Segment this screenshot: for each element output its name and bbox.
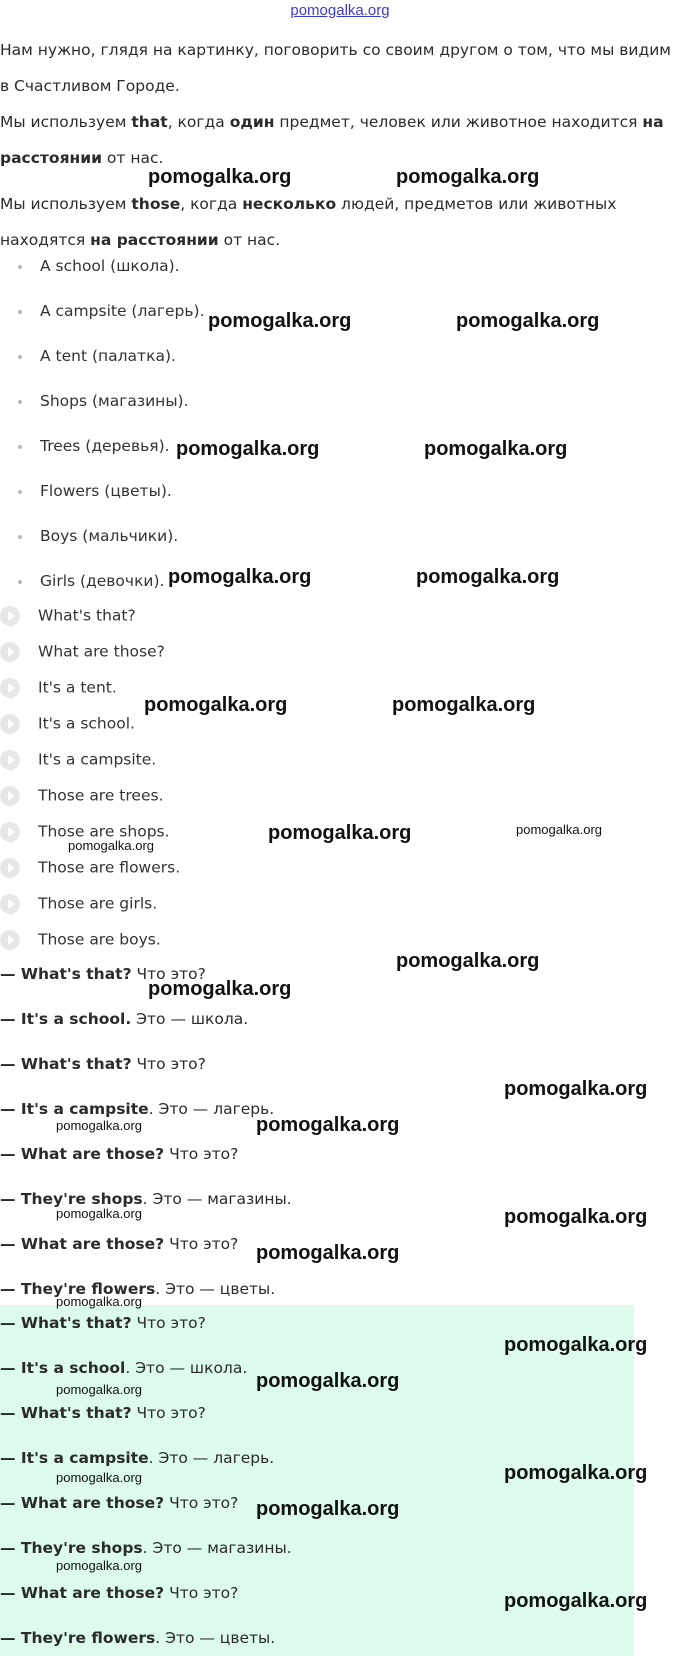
- watermark: pomogalka.org: [208, 310, 352, 332]
- intro-paragraph-2: [0, 104, 672, 176]
- dialogue-line: [0, 1449, 274, 1467]
- phrase-text: It's a tent.: [38, 678, 117, 697]
- vocab-label: Shops (магазины).: [40, 392, 189, 410]
- dialogue-line: [0, 1145, 238, 1163]
- watermark: pomogalka.org: [504, 1462, 648, 1484]
- dialogue-ru: Что это?: [164, 1584, 239, 1602]
- watermark: pomogalka.org: [504, 1078, 648, 1100]
- dialogue-en: — It's a campsite: [0, 1449, 149, 1467]
- dialogue-line: [0, 1190, 292, 1208]
- audio-phrase-row: [0, 786, 164, 806]
- dialogue-line: [0, 1235, 238, 1253]
- audio-phrase-row: [0, 606, 136, 626]
- dialogue-line: [0, 1629, 275, 1647]
- vocab-label: Flowers (цветы).: [40, 482, 172, 500]
- site-logo[interactable]: pomogalka.org: [290, 2, 390, 19]
- keyword-those: those: [131, 195, 181, 213]
- list-item: [18, 482, 172, 500]
- text: Мы используем: [0, 113, 132, 131]
- dialogue-en: — What's that?: [0, 1055, 132, 1073]
- audio-phrase-row: [0, 858, 180, 878]
- intro-paragraph-3: [0, 186, 672, 258]
- watermark: pomogalka.org: [168, 566, 312, 588]
- watermark: pomogalka.org: [256, 1114, 400, 1136]
- phrase-text: It's a campsite.: [38, 750, 157, 769]
- vocab-label: Trees (деревья).: [40, 437, 170, 455]
- list-item: [18, 527, 178, 545]
- watermark: pomogalka.org: [456, 310, 600, 332]
- audio-phrase-row: [0, 750, 156, 770]
- text: , когда: [180, 195, 243, 213]
- vocab-label: A tent (палатка).: [40, 347, 176, 365]
- play-icon[interactable]: [0, 786, 20, 806]
- watermark: pomogalka.org: [516, 822, 602, 837]
- phrase-text: What are those?: [38, 642, 165, 661]
- text: от нас.: [101, 149, 164, 167]
- dialogue-en: — It's a school.: [0, 1010, 132, 1028]
- dialogue-ru: Что это?: [164, 1145, 239, 1163]
- text: , когда: [167, 113, 230, 131]
- dialogue-ru: . Это — магазины.: [142, 1190, 292, 1208]
- watermark: pomogalka.org: [396, 166, 540, 188]
- watermark: pomogalka.org: [148, 166, 292, 188]
- watermark: pomogalka.org: [268, 822, 412, 844]
- list-item: [18, 302, 205, 320]
- watermark: pomogalka.org: [256, 1370, 400, 1392]
- play-icon[interactable]: [0, 750, 20, 770]
- dialogue-ru: Что это?: [131, 1055, 206, 1073]
- phrase-text: It's a school.: [38, 714, 135, 733]
- play-icon[interactable]: [0, 714, 20, 734]
- watermark: pomogalka.org: [256, 1498, 400, 1520]
- phrase-text: Those are boys.: [38, 930, 161, 949]
- dialogue-en: — What's that?: [0, 1314, 132, 1332]
- play-icon[interactable]: [0, 678, 20, 698]
- phrase-text: What's that?: [38, 606, 136, 625]
- dialogue-en: — What are those?: [0, 1494, 165, 1512]
- phrase-text: Those are shops.: [38, 822, 170, 841]
- play-icon[interactable]: [0, 858, 20, 878]
- list-item: [18, 572, 164, 590]
- vocab-label: Boys (мальчики).: [40, 527, 179, 545]
- dialogue-en: — What's that?: [0, 1404, 132, 1422]
- phrase-text: Those are trees.: [38, 786, 164, 805]
- watermark: pomogalka.org: [504, 1590, 648, 1612]
- dialogue-line: [0, 1404, 206, 1422]
- dialogue-line: [0, 1494, 238, 1512]
- phrase-text: Those are flowers.: [38, 858, 181, 877]
- vocab-label: A campsite (лагерь).: [40, 302, 205, 320]
- audio-phrase-row: [0, 894, 157, 914]
- play-icon[interactable]: [0, 606, 20, 626]
- keyword-several: несколько: [242, 195, 337, 213]
- dialogue-ru: Что это?: [164, 1235, 239, 1253]
- text: предмет, человек или животное находится: [274, 113, 643, 131]
- keyword-one: один: [229, 113, 275, 131]
- dialogue-ru: Что это?: [131, 965, 206, 983]
- dialogue-ru: . Это — школа.: [125, 1359, 248, 1377]
- text: от нас.: [218, 231, 281, 249]
- watermark: pomogalka.org: [416, 566, 560, 588]
- dialogue-line: [0, 1539, 292, 1557]
- watermark: pomogalka.org: [392, 694, 536, 716]
- dialogue-ru: Это — школа.: [131, 1010, 249, 1028]
- dialogue-line: [0, 1584, 238, 1602]
- audio-phrase-row: [0, 930, 161, 950]
- watermark: pomogalka.org: [68, 838, 154, 853]
- dialogue-line: [0, 1359, 247, 1377]
- audio-phrase-row: [0, 678, 117, 698]
- watermark: pomogalka.org: [256, 1242, 400, 1264]
- text: Мы используем: [0, 195, 132, 213]
- keyword-distance: на расстоянии: [90, 231, 219, 249]
- dialogue-ru: . Это — магазины.: [142, 1539, 292, 1557]
- bullet-icon: [18, 490, 22, 494]
- play-icon[interactable]: [0, 894, 20, 914]
- dialogue-line: [0, 1010, 248, 1028]
- dialogue-en: — They're flowers: [0, 1280, 156, 1298]
- dialogue-ru: Что это?: [131, 1314, 206, 1332]
- dialogue-ru: . Это — лагерь.: [148, 1100, 275, 1118]
- audio-phrase-row: [0, 642, 165, 662]
- watermark: pomogalka.org: [56, 1558, 142, 1573]
- dialogue-en: — They're shops: [0, 1190, 143, 1208]
- watermark: pomogalka.org: [56, 1206, 142, 1221]
- dialogue-line: [0, 1055, 206, 1073]
- dialogue-en: — They're shops: [0, 1539, 143, 1557]
- bullet-icon: [18, 445, 22, 449]
- audio-phrase-row: [0, 714, 135, 734]
- vocab-label: A school (школа).: [40, 257, 180, 275]
- dialogue-ru: . Это — цветы.: [155, 1280, 276, 1298]
- dialogue-ru: Что это?: [164, 1494, 239, 1512]
- phrase-text: Those are girls.: [38, 894, 158, 913]
- dialogue-en: — It's a campsite: [0, 1100, 149, 1118]
- bullet-icon: [18, 400, 22, 404]
- play-icon[interactable]: [0, 822, 20, 842]
- list-item: [18, 347, 176, 365]
- list-item: [18, 392, 189, 410]
- watermark: pomogalka.org: [56, 1294, 142, 1309]
- watermark: pomogalka.org: [504, 1206, 648, 1228]
- bullet-icon: [18, 355, 22, 359]
- watermark: pomogalka.org: [144, 694, 288, 716]
- vocab-label: Girls (девочки).: [40, 572, 165, 590]
- bullet-icon: [18, 580, 22, 584]
- dialogue-en: — What are those?: [0, 1235, 165, 1253]
- watermark: pomogalka.org: [56, 1118, 142, 1133]
- watermark: pomogalka.org: [56, 1382, 142, 1397]
- dialogue-ru: . Это — лагерь.: [148, 1449, 275, 1467]
- play-icon[interactable]: [0, 930, 20, 950]
- dialogue-line: [0, 1314, 206, 1332]
- dialogue-line: [0, 1100, 274, 1118]
- watermark: pomogalka.org: [424, 438, 568, 460]
- dialogue-en: — It's a school: [0, 1359, 126, 1377]
- list-item: [18, 437, 170, 455]
- dialogue-en: — What are those?: [0, 1584, 165, 1602]
- watermark: pomogalka.org: [504, 1334, 648, 1356]
- list-item: [18, 257, 180, 275]
- keyword-distance: на расстоянии: [0, 113, 664, 167]
- bullet-icon: [18, 310, 22, 314]
- dialogue-en: — What are those?: [0, 1145, 165, 1163]
- watermark: pomogalka.org: [176, 438, 320, 460]
- dialogue-en: — They're flowers: [0, 1629, 156, 1647]
- text: людей, предметов или животных находятся: [0, 195, 617, 249]
- watermark: pomogalka.org: [148, 978, 292, 1000]
- dialogue-ru: Что это?: [131, 1404, 206, 1422]
- bullet-icon: [18, 535, 22, 539]
- intro-paragraph-1: Нам нужно, глядя на картинку, поговорить со своим другом о том, что мы видим в Счастливом Городе.: [0, 41, 671, 95]
- keyword-that: that: [131, 113, 168, 131]
- bullet-icon: [18, 265, 22, 269]
- dialogue-ru: . Это — цветы.: [155, 1629, 276, 1647]
- watermark: pomogalka.org: [56, 1470, 142, 1485]
- play-icon[interactable]: [0, 642, 20, 662]
- dialogue-en: — What's that?: [0, 965, 132, 983]
- watermark: pomogalka.org: [396, 950, 540, 972]
